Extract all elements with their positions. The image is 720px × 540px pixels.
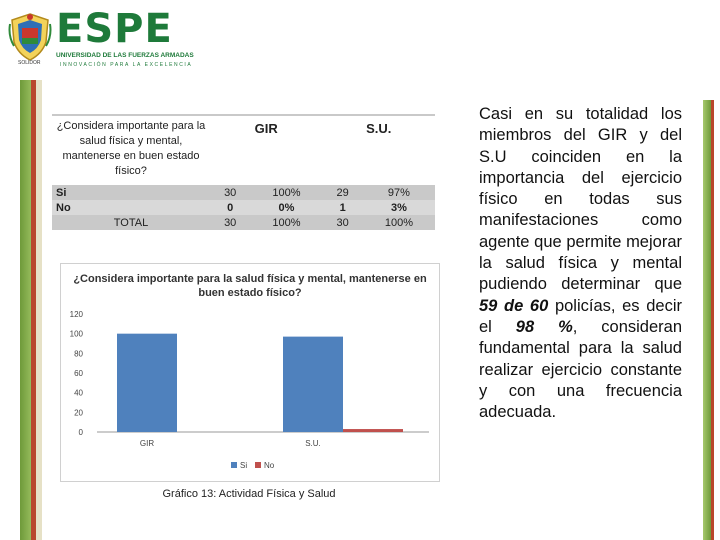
right-accent-bar [703,100,711,540]
university-logo [8,8,198,68]
cell-su-pct: 100% [363,215,435,230]
table-group-su: S.U. [322,117,435,185]
legend-label-si: Si [240,461,248,470]
bar-no-su [343,429,403,432]
body-text-3: , consideran fundamental para la salud realizar ejercicio constante y con una frecuencia adecuada. [479,317,682,422]
y-tick-label: 60 [74,369,83,378]
brand-tagline-1: UNIVERSIDAD DE LAS FUERZAS ARMADAS [56,52,194,59]
body-percent: 98 % [515,317,573,336]
body-count: 59 de 60 [479,296,549,315]
survey-table [52,117,435,230]
x-tick-label: S.U. [305,439,321,448]
legend-label-no: No [264,461,275,470]
cell-gir-n: 0 [210,200,250,215]
bar-chart [60,263,440,482]
table-header-row [52,117,435,185]
body-text-1: Casi en su totalidad los miembros del GIR y del S.U coinciden en la importancia del ejercicio físico en todas sus manifestaciones como agente que permite mejorar la salud física y mental pudiendo determinar que [479,105,682,294]
cell-su-pct: 97% [363,185,435,200]
y-tick-label: 100 [69,329,83,339]
table-group-gir: GIR [210,117,322,185]
y-tick-label: 80 [74,349,83,359]
legend-swatch-no [255,462,261,468]
bar-si-su [283,337,343,432]
figure-caption: Gráfico 13: Actividad Física y Salud [162,488,336,500]
row-label: Si [52,185,210,200]
cell-su-n: 29 [322,185,362,200]
y-tick-label: 40 [74,388,83,398]
x-tick-label: GIR [139,439,155,448]
university-seal-icon [8,12,52,62]
table-row [52,215,435,230]
y-tick-label: 120 [69,310,83,319]
cell-gir-n: 30 [210,215,250,230]
right-accent-stripe [711,100,714,540]
cell-su-pct: 3% [363,200,435,215]
seal-caption: SOLIDOR [18,60,41,66]
table-row [52,200,435,215]
legend-swatch-si [231,462,237,468]
table-row [52,185,435,200]
y-tick-label: 20 [74,408,83,418]
bar-si-gir [117,334,177,432]
table-question: ¿Considera importante para la salud física y mental, mantenerse en buen estado físico? [52,117,210,185]
cell-gir-pct: 100% [250,185,322,200]
row-label: TOTAL [52,215,210,230]
left-accent-edge [36,80,42,540]
brand-tagline-2: INNOVACIÓN PARA LA EXCELENCIA [60,62,193,68]
chart-canvas [61,264,439,481]
table-top-rule [52,114,435,116]
cell-gir-n: 30 [210,185,250,200]
cell-su-n: 30 [322,215,362,230]
cell-gir-pct: 100% [250,215,322,230]
y-tick-label: 0 [78,428,83,437]
body-text-2: policías, es decir el [479,296,682,336]
row-label: No [52,200,210,215]
cell-su-n: 1 [322,200,362,215]
brand-wordmark: ESPE [56,6,173,52]
chart-title: ¿Considera importante para la salud física y mental, mantenerse en buen estado físico? [73,273,427,299]
cell-gir-pct: 0% [250,200,322,215]
body-paragraph [479,104,682,423]
